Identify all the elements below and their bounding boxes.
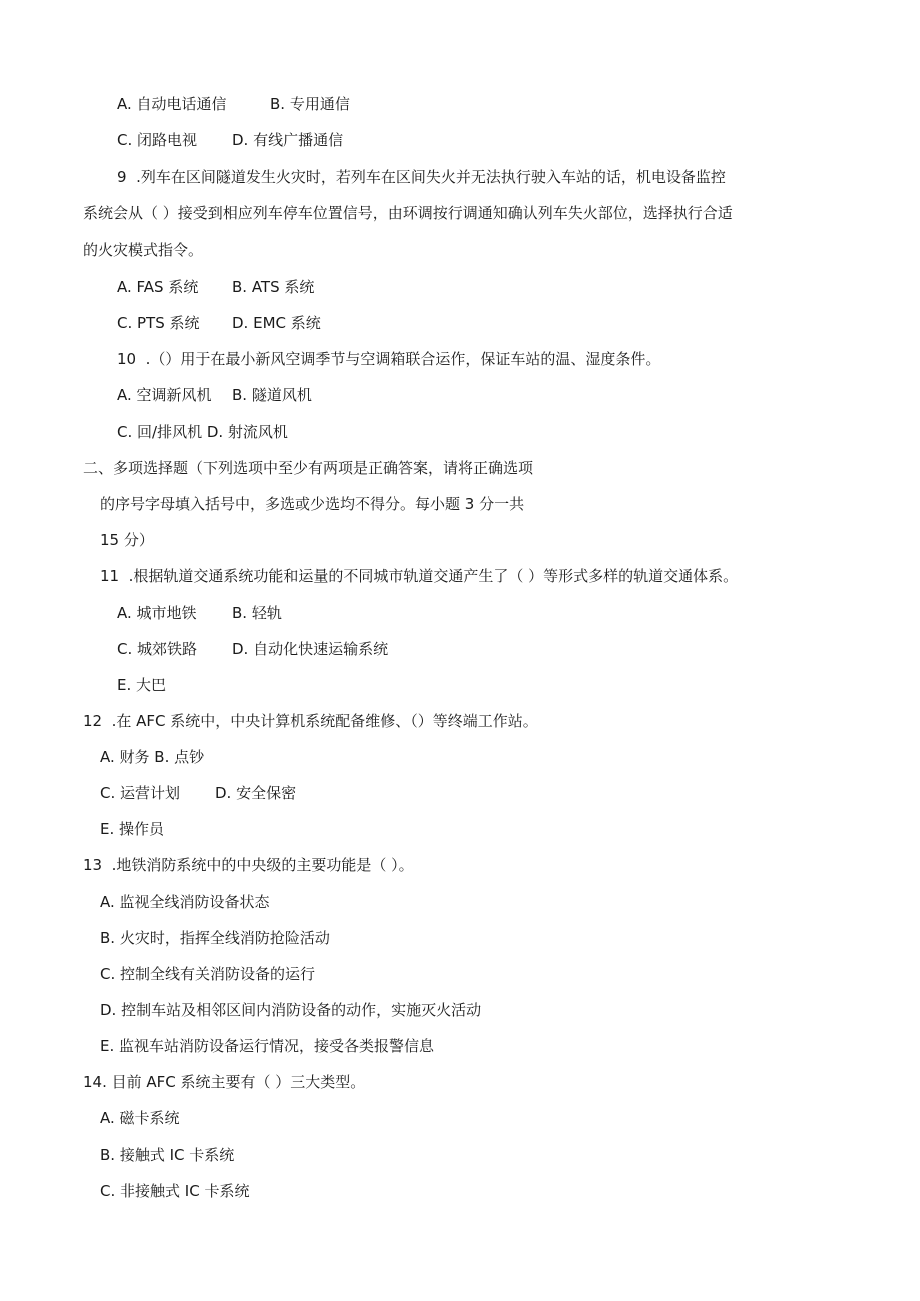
q9-option-a: A. FAS 系统 [117, 278, 199, 296]
q12-option-d: D. 安全保密 [215, 784, 297, 802]
section-2-heading-line-1: 二、多项选择题（下列选项中至少有两项是正确答案，请将正确选项 [83, 459, 534, 477]
q11-option-a: A. 城市地铁 [117, 604, 197, 622]
q9-option-c: C. PTS 系统 [117, 314, 200, 332]
q10-options-row-1 [117, 385, 312, 405]
q9-stem-line-1: 9 .列车在区间隧道发生火灾时，若列车在区间失火并无法执行驶入车站的话，机电设备监控 [117, 168, 726, 186]
q9-option-b: B. ATS 系统 [232, 278, 315, 296]
q11-options-row-2 [117, 639, 388, 659]
q11-options-row-1 [117, 603, 282, 623]
q13-option-d: D. 控制车站及相邻区间内消防设备的动作，实施灭火活动 [100, 1001, 482, 1019]
q12-option-c: C. 运营计划 [100, 784, 181, 802]
q14-option-c: C. 非接触式 IC 卡系统 [100, 1182, 250, 1200]
q8-options-row-2 [117, 130, 343, 150]
q11-option-e: E. 大巴 [117, 676, 167, 694]
q13-option-e: E. 监视车站消防设备运行情况，接受各类报警信息 [100, 1037, 435, 1055]
q13-option-b: B. 火灾时，指挥全线消防抢险活动 [100, 929, 330, 947]
q8-option-d: D. 有线广播通信 [232, 131, 344, 149]
q8-option-a: A. 自动电话通信 [117, 95, 227, 113]
q13-option-c: C. 控制全线有关消防设备的运行 [100, 965, 316, 983]
q12-options-row-2 [100, 783, 296, 803]
q10-stem: 10 .（）用于在最小新风空调季节与空调箱联合运作，保证车站的温、湿度条件。 [117, 350, 661, 368]
q13-option-a: A. 监视全线消防设备状态 [100, 893, 270, 911]
section-2-heading-line-2: 的序号字母填入括号中，多选或少选均不得分。每小题 3 分一共 [100, 495, 525, 513]
q12-stem: 12 .在 AFC 系统中，中央计算机系统配备维修、（）等终端工作站。 [83, 712, 538, 730]
q10-option-b: B. 隧道风机 [232, 386, 312, 404]
q9-options-row-1 [117, 277, 314, 297]
q14-option-a: A. 磁卡系统 [100, 1109, 180, 1127]
q13-stem: 13 .地铁消防系统中的中央级的主要功能是（ ）。 [83, 856, 414, 874]
q12-option-e: E. 操作员 [100, 820, 165, 838]
q14-option-b: B. 接触式 IC 卡系统 [100, 1146, 235, 1164]
q9-stem-line-3: 的火灾模式指令。 [83, 241, 204, 259]
q10-options-row-2: C. 回/排风机 D. 射流风机 [117, 423, 288, 441]
q9-options-row-2 [117, 313, 321, 333]
section-2-heading-line-3: 15 分） [100, 531, 154, 549]
q8-options-row-1 [117, 94, 350, 114]
q10-option-a: A. 空调新风机 [117, 386, 212, 404]
q14-stem: 14. 目前 AFC 系统主要有（ ）三大类型。 [83, 1073, 366, 1091]
q11-stem: 11 .根据轨道交通系统功能和运量的不同城市轨道交通产生了（ ）等形式多样的轨道交通体系。 [100, 567, 739, 585]
q9-option-d: D. EMC 系统 [232, 314, 321, 332]
q11-option-c: C. 城郊铁路 [117, 640, 198, 658]
q11-option-d: D. 自动化快速运输系统 [232, 640, 389, 658]
q12-options-row-1: A. 财务 B. 点钞 [100, 748, 205, 766]
q9-stem-line-2: 系统会从（ ）接受到相应列车停车位置信号，由环调按行调通知确认列车失火部位，选择执行合适 [83, 204, 733, 222]
q8-option-c: C. 闭路电视 [117, 131, 198, 149]
q8-option-b: B. 专用通信 [270, 95, 350, 113]
q11-option-b: B. 轻轨 [232, 604, 282, 622]
